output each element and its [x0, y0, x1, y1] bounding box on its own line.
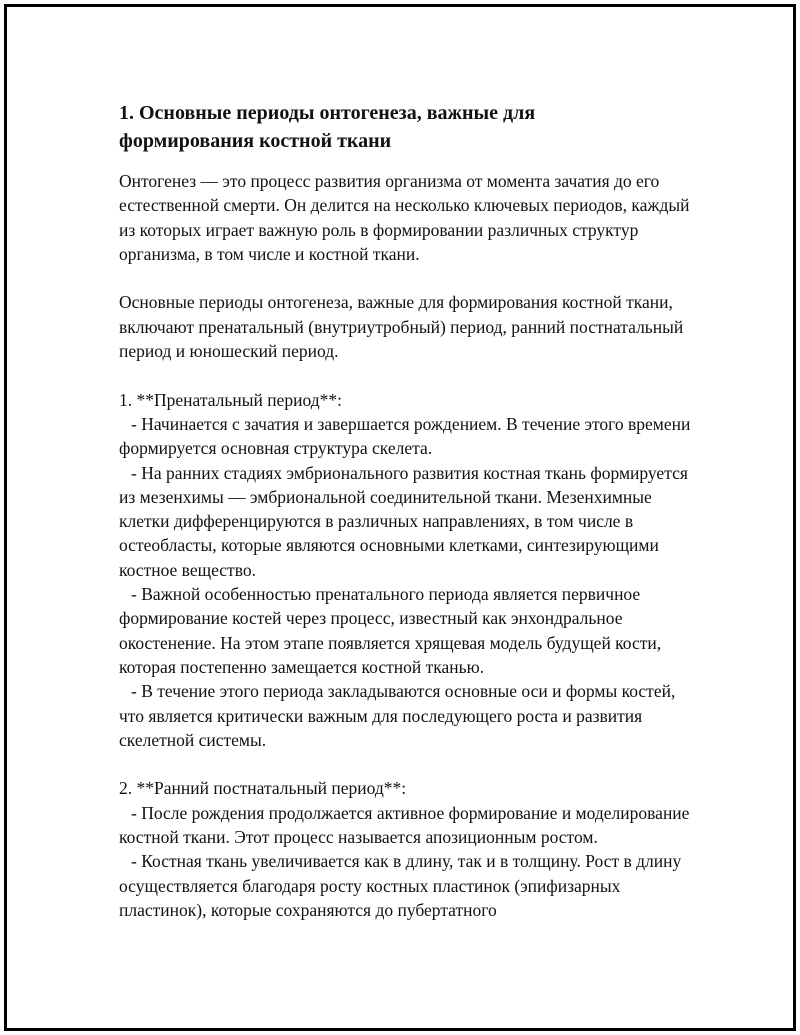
list-item	[119, 461, 699, 582]
list-item-text: - На ранних стадиях эмбрионального развития костная ткань формируется из мезенхимы — эмбриональной соединительной ткани. Мезенхимные клетки дифференцируются в различных направлениях, в том числе в остеобласты, которые являются основными клетками, синтезирующими костное вещество.	[119, 462, 688, 580]
list-item	[119, 412, 699, 461]
list-item-text: - После рождения продолжается активное формирование и моделирование костной ткани. Этот процесс называется апозиционным ростом.	[119, 802, 690, 848]
spacer	[119, 752, 699, 776]
page-frame	[4, 4, 796, 1031]
spacer	[119, 266, 699, 290]
section-heading-postnatal: 2. **Ранний постнатальный период**:	[119, 778, 407, 799]
list-item	[119, 801, 699, 850]
list-item-text: - Важной особенностью пренатального периода является первичное формирование костей через процесс, известный как энхондральное окостенение. На этом этапе появляется хрящевая модель будущей кости, которая постепенно замещается костной тканью.	[119, 584, 662, 677]
section-heading-prenatal: 1. **Пренатальный период**:	[119, 389, 342, 410]
list-item	[119, 679, 699, 752]
spacer	[119, 363, 699, 387]
list-item-text: - Начинается с зачатия и завершается рождением. В течение этого времени формируется основная структура скелета.	[119, 413, 691, 459]
list-item	[119, 849, 699, 922]
list-item-text: - В течение этого периода закладываются основные оси и формы костей, что является критически важным для последующего роста и развития скелетной системы.	[119, 681, 676, 750]
document-body	[119, 99, 699, 922]
list-item	[119, 582, 699, 679]
list-item-text: - Костная ткань увеличивается как в длину, так и в толщину. Рост в длину осуществляется благодаря росту костных пластинок (эпифизарных пластинок), которые сохраняются до пубертатного	[119, 851, 682, 920]
intro-paragraph: Онтогенез — это процесс развития организма от момента зачатия до его естественной смерти. Он делится на несколько ключевых периодов, каждый из которых играет важную роль в формировании различных структур организма, в том числе и костной ткани.	[119, 171, 690, 264]
summary-paragraph: Основные периоды онтогенеза, важные для формирования костной ткани, включают пренатальный (внутриутробный) период, ранний постнатальный период и юношеский период.	[119, 292, 684, 362]
document-title: 1. Основные периоды онтогенеза, важные для формирования костной ткани	[119, 102, 536, 152]
